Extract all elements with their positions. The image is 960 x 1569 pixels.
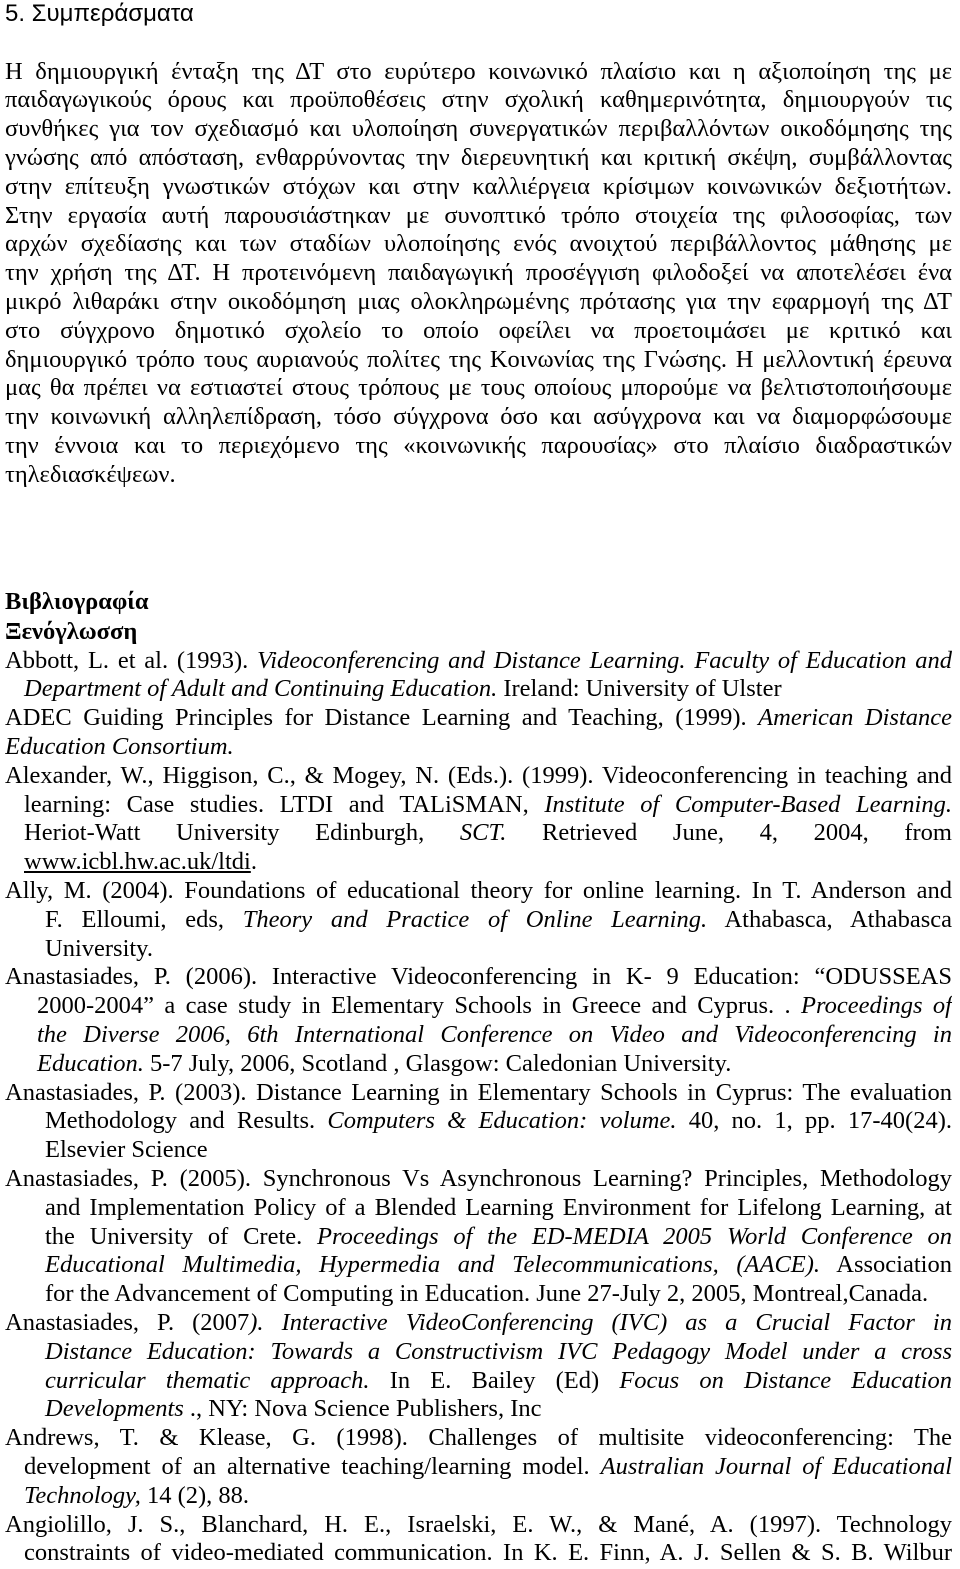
paragraph-line: γνώσης από απόσταση, ενθαρρύνοντας την διερευνητική και κριτική σκέψη, συμβάλλοντας	[5, 143, 952, 171]
reference-line	[5, 647, 952, 676]
reference-italic-text: Proceedings of	[801, 992, 952, 1020]
reference-text: Ireland: University of Ulster	[497, 675, 782, 703]
reference-italic-text: Computers & Education: volume.	[327, 1107, 677, 1135]
reference-italic-text: Education.	[37, 1049, 144, 1077]
reference-italic-text: the Diverse 2006, 6th International Conference on Video and Videoconferencing in	[37, 1020, 952, 1048]
paragraph-line: μας θα πρέπει να εστιαστεί στους τρόπους με τους οποίους μπορούμε να βελτιστοποιήσουμε	[5, 374, 952, 402]
reference-italic-text: curricular thematic approach.	[45, 1366, 370, 1394]
reference-line	[5, 1424, 952, 1453]
reference-entry	[5, 1165, 952, 1309]
reference-entry	[5, 762, 952, 877]
reference-text: Angiolillo, J. S., Blanchard, H. E., Israelski, E. W., & Mané, A. (1997). Technology	[5, 1510, 952, 1538]
paragraph-line: Στην εργασία αυτή παρουσιάστηκαν με συνοπτικό τρόπο στοιχεία της φιλοσοφίας, των	[5, 201, 952, 229]
reference-italic-text: Focus on Distance Education	[619, 1366, 952, 1394]
reference-line	[5, 963, 952, 992]
reference-entry	[5, 1424, 952, 1510]
reference-text: Association	[820, 1251, 952, 1279]
reference-text: University.	[45, 934, 153, 962]
reference-text: Methodology and Results.	[45, 1107, 328, 1135]
paragraph-line: την κοινωνική αλληλεπίδραση, τόσο σύγχρονα όσο και ασύγχρονα και να διαμορφώσουμε	[5, 403, 952, 431]
reference-italic-text: Videoconferencing and Distance Learning. Faculty of Education and	[257, 646, 952, 674]
reference-line	[5, 992, 952, 1021]
reference-text: Alexander, W., Higgison, C., & Mogey, N. (Eds.). (1999). Videoconferencing in teaching and	[5, 761, 952, 789]
reference-text: Anastasiades, P. (2003). Distance Learning in Elementary Schools in Cyprus: The evaluation	[5, 1078, 952, 1106]
paragraph-line: στο σύγχρονο δημοτικό σχολείο το οποίο οφείλει να προετοιμάσει με κριτικό και	[5, 316, 952, 344]
paragraph-line: τηλεδιασκέψεων.	[5, 460, 176, 488]
reference-italic-text: Technology,	[24, 1481, 141, 1509]
paragraph-line: Η δημιουργική ένταξη της ΔΤ στο ευρύτερο κοινωνικό πλαίσιο και η αξιοποίηση της με	[5, 57, 952, 85]
reference-entry	[5, 1079, 952, 1165]
paragraph-line: συνθήκες για τον σχεδιασμό και υλοποίηση συνεργατικών περιβαλλόντων οικοδόμησης της	[5, 115, 952, 143]
reference-italic-text: SCT.	[459, 819, 507, 847]
reference-text: In E. Bailey (Ed)	[369, 1366, 620, 1394]
reference-text: 40, no. 1, pp. 17-40(24).	[676, 1107, 952, 1135]
reference-line	[5, 1079, 952, 1108]
reference-text: Abbott, L. et al. (1993).	[5, 646, 258, 674]
reference-text: Ally, M. (2004). Foundations of educational theory for online learning. In T. Anderson and	[5, 876, 952, 904]
reference-line	[5, 1107, 952, 1136]
reference-italic-text: Education Consortium.	[5, 732, 234, 760]
reference-italic-text: Australian Journal of Educational	[600, 1452, 952, 1480]
reference-text: learning: Case studies. LTDI and TALiSMAN,	[24, 790, 545, 818]
reference-line	[5, 1050, 952, 1079]
reference-text: development of an alternative teaching/learning model.	[24, 1452, 601, 1480]
reference-text: Heriot-Watt University Edinburgh,	[24, 819, 460, 847]
reference-text: ADEC Guiding Principles for Distance Learning and Teaching, (1999).	[5, 704, 759, 732]
reference-line	[5, 1251, 952, 1280]
paragraph-line: δημιουργικό τρόπο τους αυριανούς πολίτες της Κοινωνίας της Γνώσης. Η μελλοντική έρευνα	[5, 345, 952, 373]
reference-line	[5, 1165, 952, 1194]
reference-italic-text: Proceedings of the ED-MEDIA 2005 World Conference on	[317, 1222, 952, 1250]
reference-text: Anastasiades, P. (2006). Interactive Videoconferencing in K- 9 Education: “ODUSSEAS	[5, 963, 952, 991]
reference-line	[5, 1223, 952, 1252]
paragraph-line: παιδαγωγικούς όρους και προϋποθέσεις στην σχολική καθημερινότητα, δημιουργούν τις	[5, 86, 952, 114]
reference-italic-text: Department of Adult and Continuing Education.	[24, 675, 498, 703]
reference-line	[5, 704, 952, 733]
reference-line	[5, 1482, 952, 1511]
paragraph-line: την έννοια και το περιεχόμενο της «κοινωνικής παρουσίας» στο πλαίσιο διαδραστικών	[5, 431, 952, 459]
reference-text: Retrieved June, 4, 2004, from	[506, 819, 952, 847]
bibliography-heading: Βιβλιογραφία	[5, 587, 149, 615]
section-heading: 5. Συμπεράσματα	[5, 0, 194, 27]
reference-line	[5, 1453, 952, 1482]
reference-line	[5, 1395, 952, 1424]
reference-line	[5, 1309, 952, 1338]
reference-text: .	[250, 848, 257, 876]
reference-text: Anastasiades, P. (2005). Synchronous Vs Asynchronous Learning? Principles, Methodology	[5, 1164, 952, 1192]
reference-text: and Implementation Policy of a Blended Learning Environment for Lifelong Learning, at	[45, 1193, 952, 1221]
paragraph-line: αρχών σχεδίασης και των σταδίων υλοποίησης ενός ανοιχτού περιβάλλοντος μάθησης με	[5, 230, 952, 258]
reference-line	[5, 1539, 952, 1568]
reference-italic-text: American Distance	[758, 704, 952, 732]
reference-text: 2000-2004” a case study in Elementary Schools in Greece and Cyprus. .	[37, 992, 801, 1020]
reference-line	[5, 819, 952, 848]
reference-line	[5, 791, 952, 820]
reference-text: the University of Crete.	[45, 1222, 318, 1250]
reference-text: 5-7 July, 2006, Scotland , Glasgow: Caledonian University.	[143, 1049, 732, 1077]
paragraph-line: στην επίτευξη γνωστικών στόχων και στην καλλιέργεια κρίσιμων κοινωνικών δεξιοτήτων.	[5, 172, 952, 200]
reference-line	[5, 1021, 952, 1050]
reference-entry	[5, 1511, 952, 1569]
reference-italic-text: Institute of Computer-Based Learning.	[544, 790, 952, 818]
paragraph-line: την χρήση της ΔΤ. Η προτεινόμενη παιδαγωγική προσέγγιση φιλοδοξεί να αποτελέσει ένα	[5, 259, 952, 287]
reference-list	[5, 647, 952, 1569]
reference-line	[5, 1367, 952, 1396]
reference-text: Athabasca, Athabasca	[707, 905, 952, 933]
reference-line	[5, 935, 952, 964]
reference-line	[5, 675, 952, 704]
reference-line	[5, 877, 952, 906]
reference-line	[5, 733, 952, 762]
conclusion-paragraph	[5, 58, 952, 490]
reference-entry	[5, 647, 952, 705]
bibliography-subheading: Ξενόγλωσση	[5, 617, 138, 645]
reference-line	[5, 1280, 952, 1309]
reference-line	[5, 1136, 952, 1165]
reference-entry	[5, 877, 952, 963]
reference-entry	[5, 704, 952, 762]
reference-text: 14 (2), 88.	[140, 1481, 250, 1509]
reference-line	[5, 848, 952, 877]
reference-entry	[5, 1309, 952, 1424]
reference-entry	[5, 963, 952, 1078]
reference-url-link[interactable]: www.icbl.hw.ac.uk/ltdi	[24, 848, 251, 876]
reference-italic-text: ). Interactive VideoConferencing (IVC) as a Crucial Factor in	[249, 1308, 952, 1336]
reference-text: Anastasiades, P. (2007	[5, 1308, 250, 1336]
reference-italic-text: Educational Multimedia, Hypermedia and Telecommunications, (AACE).	[45, 1251, 821, 1279]
reference-text: Andrews, T. & Klease, G. (1998). Challenges of multisite videoconferencing: The	[5, 1424, 952, 1452]
reference-text: ., NY: Nova Science Publishers, Inc	[183, 1395, 542, 1423]
reference-text: Elsevier Science	[45, 1136, 208, 1164]
reference-italic-text: Developments	[45, 1395, 184, 1423]
reference-text: F. Elloumi, eds,	[45, 905, 243, 933]
paragraph-line: μικρό λιθαράκι στην οικοδόμηση μιας ολοκληρωμένης πρότασης για την εφαρμογή της ΔΤ	[5, 287, 952, 315]
reference-italic-text: Distance Education: Towards a Constructivism IVC Pedagogy Model under a cross	[45, 1337, 952, 1365]
reference-line	[5, 1194, 952, 1223]
reference-line	[5, 906, 952, 935]
reference-line	[5, 1338, 952, 1367]
reference-text: for the Advancement of Computing in Education. June 27-July 2, 2005, Montreal,Canada.	[45, 1280, 929, 1308]
reference-italic-text: Theory and Practice of Online Learning.	[242, 905, 708, 933]
reference-text: constraints of video-mediated communication. In K. E. Finn, A. J. Sellen & S. B. Wilbur	[24, 1539, 952, 1567]
reference-line	[5, 1511, 952, 1540]
reference-line	[5, 762, 952, 791]
